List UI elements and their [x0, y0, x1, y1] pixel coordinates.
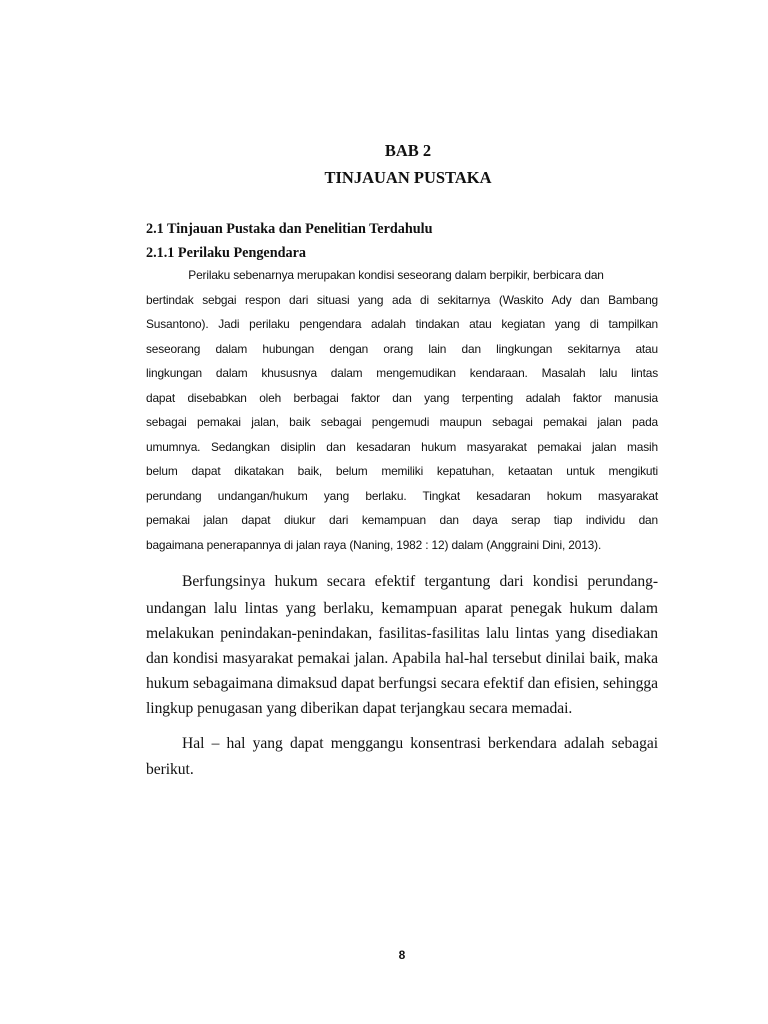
paragraph-line: hukum sebagaimana dimaksud dapat berfungsi secara efektif dan efisien, sehingga	[146, 675, 658, 692]
paragraph-line: seseorang dalam hubungan dengan orang lain dan lingkungan sekitarnya atau	[146, 342, 658, 356]
paragraph-line: belum dapat dikatakan baik, belum memiliki kepatuhan, ketaatan untuk mengikuti	[146, 464, 658, 478]
paragraph-line: melakukan penindakan-penindakan, fasilitas-fasilitas lalu lintas yang disediakan	[146, 625, 658, 642]
section-heading: 2.1 Tinjauan Pustaka dan Penelitian Terdahulu	[146, 221, 433, 237]
paragraph-line: pemakai jalan dapat diukur dari kemampuan dan daya serap tiap individu dan	[146, 513, 658, 527]
paragraph-line: Hal – hal yang dapat menggangu konsentrasi berkendara adalah sebagai	[182, 735, 658, 752]
chapter-title: TINJAUAN PUSTAKA	[324, 168, 492, 187]
paragraph-line: undangan lalu lintas yang berlaku, kemampuan aparat penegak hukum dalam	[146, 600, 658, 617]
paragraph-line: bertindak sebgai respon dari situasi yang ada di sekitarnya (Waskito Ady dan Bambang	[146, 293, 658, 307]
paragraph-line: lingkup penugasan yang diberikan dapat terjangkau secara memadai.	[146, 700, 573, 717]
paragraph-line: dapat disebabkan oleh berbagai faktor dan yang terpenting adalah faktor manusia	[146, 391, 658, 405]
page-number	[0, 948, 768, 962]
paragraph-line: bagaimana penerapannya di jalan raya (Naning, 1982 : 12) dalam (Anggraini Dini, 2013).	[146, 538, 602, 552]
paragraph-line: dan kondisi masyarakat pemakai jalan. Apabila hal-hal tersebut dinilai baik, maka	[146, 650, 658, 667]
subsection-heading: 2.1.1 Perilaku Pengendara	[146, 245, 306, 261]
paragraph-line: lingkungan dalam khususnya dalam mengemudikan kendaraan. Masalah lalu lintas	[146, 366, 658, 380]
paragraph-line: perundang undangan/hukum yang berlaku. Tingkat kesadaran hokum masyarakat	[146, 489, 658, 503]
page-number-text: 8	[398, 948, 406, 962]
paragraph-line: Berfungsinya hukum secara efektif tergantung dari kondisi perundang-	[182, 573, 658, 590]
paragraph-line: Perilaku sebenarnya merupakan kondisi seseorang dalam berpikir, berbicara dan	[182, 268, 604, 282]
chapter-number: BAB 2	[384, 141, 432, 160]
paragraph-line: Susantono). Jadi perilaku pengendara adalah tindakan atau kegiatan yang di tampilkan	[146, 317, 658, 331]
paragraph-line: umumnya. Sedangkan disiplin dan kesadaran hukum masyarakat pemakai jalan masih	[146, 440, 658, 454]
paragraph-line: berikut.	[146, 761, 194, 778]
paragraph-line: sebagai pemakai jalan, baik sebagai pengemudi maupun sebagai pemakai jalan pada	[146, 415, 658, 429]
